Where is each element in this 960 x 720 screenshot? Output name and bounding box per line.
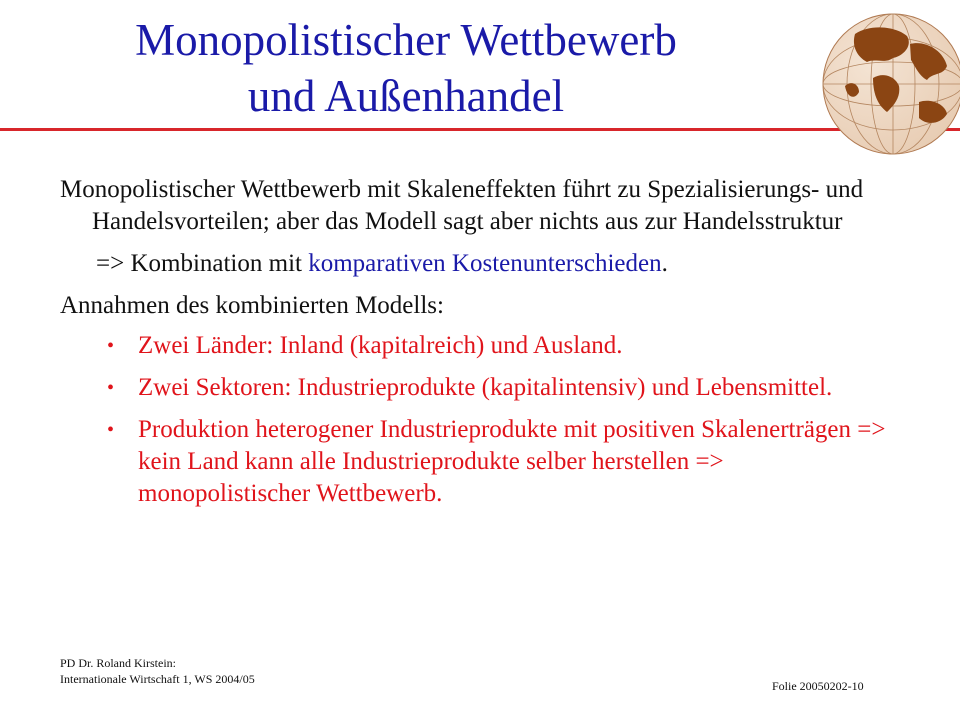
bullet-text: Produktion heterogener Industrieprodukte mit positiven Skalenerträgen => kein Land kann alle Industrieprodukte selber herstellen => monopolistischer Wettbewerb. [138, 416, 886, 507]
bullet-item [107, 330, 900, 362]
slide-body [60, 174, 900, 520]
title-line-1: Monopolistischer Wettbewerb [135, 15, 677, 65]
globe-icon [815, 6, 960, 156]
bullet-item [107, 414, 900, 510]
bullet-icon: • [107, 419, 115, 441]
paragraph-combination [60, 248, 900, 280]
bullet-list [60, 330, 900, 510]
bullet-text: Zwei Sektoren: Industrieprodukte (kapitalintensiv) und Lebensmittel. [138, 374, 833, 401]
combination-prefix: => Kombination mit [96, 250, 309, 277]
bullet-item [107, 372, 900, 404]
combination-suffix: . [661, 250, 668, 277]
footer-course: Internationale Wirtschaft 1, WS 2004/05 [60, 672, 255, 686]
footer-folio: Folie 20050202-10 [772, 679, 864, 693]
bullet-text: Zwei Länder: Inland (kapitalreich) und Ausland. [138, 332, 623, 359]
footer-author [60, 655, 255, 687]
paragraph-intro: Monopolistischer Wettbewerb mit Skaleneffekten führt zu Spezialisierungs- und Handelsvorteilen; aber das Modell sagt aber nichts aus zur Handelsstruktur [60, 176, 864, 235]
bullet-icon: • [107, 335, 115, 357]
bullet-icon: • [107, 377, 115, 399]
combination-highlight: komparativen Kostenunterschieden [308, 250, 662, 277]
title-line-2: und Außenhandel [247, 71, 565, 121]
slide-title [0, 12, 812, 124]
footer-author-name: PD Dr. Roland Kirstein: [60, 656, 176, 670]
paragraph-assumptions: Annahmen des kombinierten Modells: [60, 292, 444, 319]
